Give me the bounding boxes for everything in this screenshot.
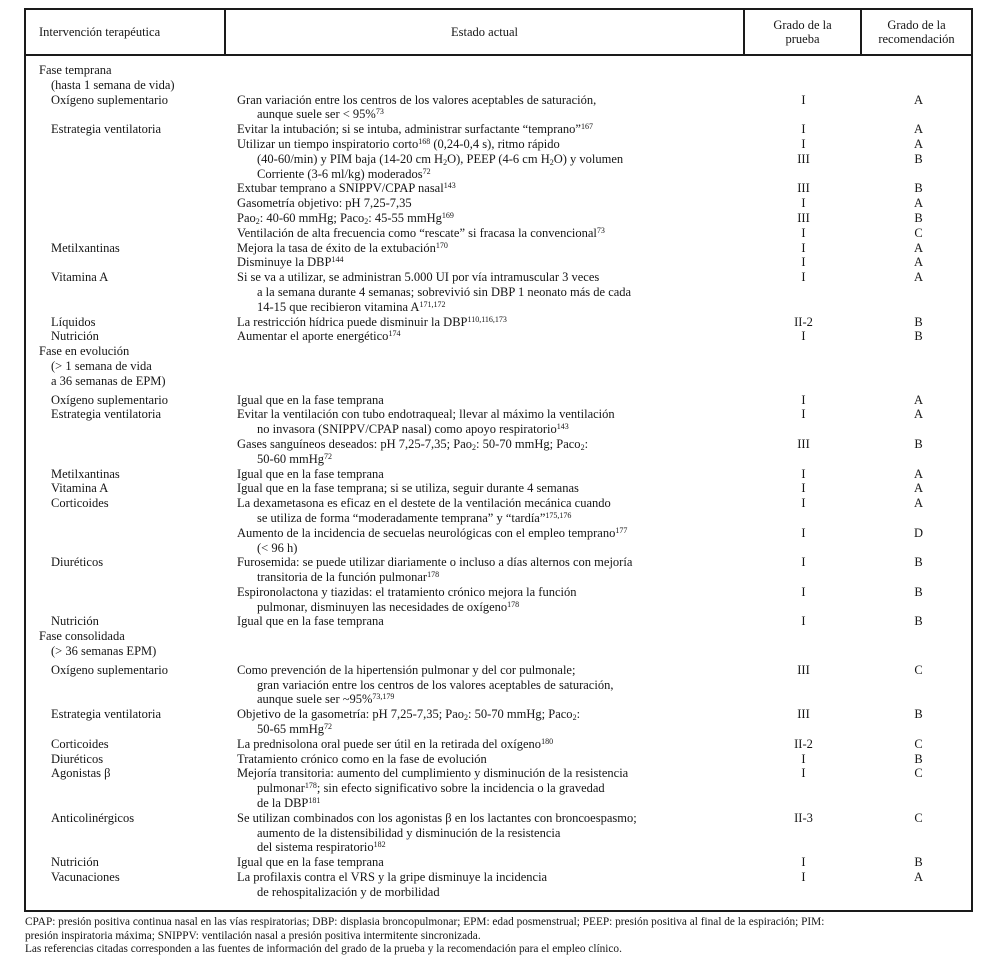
recommendation-grade-cell <box>862 629 975 644</box>
status-cell <box>226 629 745 644</box>
table-row <box>26 181 971 196</box>
intervention-cell: Diuréticos <box>51 751 104 766</box>
status-cell: (40-60/min) y PIM baja (14-20 cm $H_2O$), PEEP (4-6 cm $H_2O$) y volumen <box>257 151 624 167</box>
intervention-cell <box>26 226 226 241</box>
status-cell: Corriente (3-6 ml/kg) moderados$^{72}$ <box>257 166 431 181</box>
table-row <box>26 737 971 752</box>
status-cell: Tratamiento crónico como en la fase de evolución <box>237 751 487 766</box>
table-row <box>26 855 971 870</box>
evidence-grade-cell: I <box>801 92 806 107</box>
evidence-grade-cell: III <box>797 151 810 166</box>
evidence-grade-cell <box>745 107 862 122</box>
intervention-cell <box>26 211 226 226</box>
status-cell: Objetivo de la gasometría: pH 7,25-7,35; Pao$_2$: 50-70 mmHg; Paco$_2$: <box>237 707 581 723</box>
status-cell: se utiliza de forma “moderadamente temprana” y “tardía”$^{175,176}$ <box>257 510 572 525</box>
status-cell: pulmonar$^{178}$; sin efecto significativo sobre la incidencia o la gravedad <box>257 781 605 796</box>
intervention-cell: Corticoides <box>51 736 109 751</box>
table-row <box>26 600 971 615</box>
table-row <box>26 570 971 585</box>
table-row <box>26 614 971 629</box>
recommendation-grade-cell: B <box>914 210 923 225</box>
recommendation-grade-cell: A <box>913 466 924 481</box>
table-row <box>26 152 971 167</box>
table-row <box>26 526 971 541</box>
table-row <box>26 511 971 526</box>
status-cell <box>226 78 745 93</box>
table-row <box>26 374 971 389</box>
intervention-cell: (> 36 semanas EPM) <box>51 644 157 659</box>
evidence-grade-cell <box>745 167 862 182</box>
evidence-grade-cell <box>745 840 862 855</box>
status-cell: La profilaxis contra el VRS y la gripe disminuye la incidencia <box>237 870 548 885</box>
table-row <box>26 663 971 678</box>
evidence-grade-cell <box>745 629 862 644</box>
evidence-grade-cell: I <box>801 329 806 344</box>
evidence-grade-cell <box>745 781 862 796</box>
col-header-evidence-grade <box>745 10 862 54</box>
status-cell: Igual que en la fase temprana <box>237 855 384 870</box>
status-cell: Furosemida: se puede utilizar diariamente o incluso a días alternos con mejoría <box>237 555 633 570</box>
status-cell: aunque suele ser ~95%$^{73,179}$ <box>257 692 395 707</box>
evidence-grade-cell <box>745 422 862 437</box>
intervention-cell: Nutrición <box>51 855 99 870</box>
intervention-cell: Vacunaciones <box>51 870 120 885</box>
intervention-cell: Líquidos <box>51 314 96 329</box>
recommendation-grade-cell: C <box>914 766 923 781</box>
evidence-grade-cell: I <box>801 240 806 255</box>
status-cell: Evitar la ventilación con tubo endotraqueal; llevar al máximo la ventilación <box>237 407 615 422</box>
evidence-grade-cell: I <box>801 525 806 540</box>
intervention-cell: (hasta 1 semana de vida) <box>51 77 175 92</box>
recommendation-grade-cell <box>862 840 975 855</box>
recommendation-grade-cell: A <box>913 870 924 885</box>
recommendation-grade-cell: D <box>913 525 924 540</box>
recommendation-grade-cell <box>862 63 975 78</box>
evidence-grade-cell <box>745 796 862 811</box>
intervention-cell <box>26 452 226 467</box>
intervention-cell: Vitamina A <box>51 481 109 496</box>
recommendation-grade-cell: A <box>913 481 924 496</box>
recommendation-grade-cell <box>862 422 975 437</box>
status-cell: Mejora la tasa de éxito de la extubación$^{170}$ <box>237 240 448 255</box>
recommendation-grade-cell: C <box>914 810 923 825</box>
table-row <box>26 255 971 270</box>
col-header-evidence-grade-label: Grado de la prueba <box>773 18 832 46</box>
evidence-grade-cell: I <box>801 614 806 629</box>
intervention-cell: Estrategia ventilatoria <box>51 707 162 722</box>
status-cell: del sistema respiratorio$^{182}$ <box>257 840 386 855</box>
evidence-grade-cell <box>745 692 862 707</box>
evidence-grade-cell <box>745 344 862 359</box>
evidence-grade-cell: I <box>801 496 806 511</box>
evidence-grade-cell: III <box>797 181 810 196</box>
evidence-grade-cell: I <box>801 584 806 599</box>
intervention-cell <box>26 692 226 707</box>
evidence-grade-cell: I <box>801 122 806 137</box>
recommendation-grade-cell <box>862 374 975 389</box>
status-cell: (< 96 h) <box>257 540 298 555</box>
table-row <box>26 481 971 496</box>
table-row <box>26 629 971 644</box>
intervention-cell: (> 1 semana de vida <box>51 358 152 373</box>
table-row <box>26 344 971 359</box>
intervention-cell <box>26 526 226 541</box>
intervention-cell: Oxígeno suplementario <box>51 392 168 407</box>
recommendation-grade-cell <box>862 300 975 315</box>
intervention-cell: Diuréticos <box>51 555 104 570</box>
recommendation-grade-cell: B <box>914 751 923 766</box>
evidence-grade-cell: II-2 <box>794 736 813 751</box>
intervention-cell: Estrategia ventilatoria <box>51 407 162 422</box>
table-row <box>26 826 971 841</box>
col-header-recommendation-grade <box>862 10 971 54</box>
recommendation-grade-cell <box>862 600 975 615</box>
recommendation-grade-cell <box>862 511 975 526</box>
recommendation-grade-cell: B <box>914 584 923 599</box>
footnote-references: Las referencias citadas corresponden a las fuentes de información del grado de la prueba y la recomendación para el empleo clínico. <box>25 943 622 956</box>
intervention-cell <box>26 840 226 855</box>
recommendation-grade-cell <box>862 644 975 659</box>
table-row <box>26 437 971 452</box>
recommendation-grade-cell: A <box>913 240 924 255</box>
table-row <box>26 555 971 570</box>
status-cell <box>226 374 745 389</box>
evidence-grade-cell: I <box>801 555 806 570</box>
evidence-grade-cell: III <box>797 707 810 722</box>
recommendation-grade-cell <box>862 692 975 707</box>
evidence-grade-cell: I <box>801 136 806 151</box>
table-row <box>26 78 971 93</box>
recommendation-grade-cell <box>862 678 975 693</box>
table-row <box>26 692 971 707</box>
intervention-cell: Vitamina A <box>51 270 109 285</box>
status-cell: a la semana durante 4 semanas; sobrevivió sin DBP 1 neonato más de cada <box>257 284 632 299</box>
table-row <box>26 678 971 693</box>
intervention-cell <box>26 196 226 211</box>
evidence-grade-cell: I <box>801 255 806 270</box>
col-header-intervention-label: Intervención terapéutica <box>39 25 161 39</box>
evidence-grade-cell <box>745 359 862 374</box>
table-row <box>26 840 971 855</box>
intervention-cell <box>26 437 226 452</box>
evidence-grade-cell: I <box>801 481 806 496</box>
evidence-grade-cell <box>745 678 862 693</box>
recommendation-grade-cell <box>862 285 975 300</box>
table-row <box>26 122 971 137</box>
intervention-cell <box>26 152 226 167</box>
table-row <box>26 241 971 256</box>
intervention-cell <box>26 885 226 900</box>
status-cell: Gran variación entre los centros de los valores aceptables de saturación, <box>237 92 597 107</box>
table-row <box>26 167 971 182</box>
recommendation-grade-cell <box>862 722 975 737</box>
recommendation-grade-cell <box>862 885 975 900</box>
status-cell: de rehospitalización y de morbilidad <box>257 884 440 899</box>
intervention-cell: Oxígeno suplementario <box>51 92 168 107</box>
evidence-grade-cell: I <box>801 392 806 407</box>
table-row <box>26 137 971 152</box>
status-cell: Pao$_2$: 40-60 mmHg; Paco$_2$: 45-55 mmHg$^{169}$ <box>237 210 454 226</box>
recommendation-grade-cell: C <box>914 225 923 240</box>
recommendation-grade-cell: A <box>913 92 924 107</box>
intervention-cell: a 36 semanas de EPM) <box>51 373 166 388</box>
table-header-row <box>26 10 971 56</box>
status-cell: Se utilizan combinados con los agonistas β en los lactantes con broncoespasmo; <box>237 810 637 825</box>
table-row <box>26 270 971 285</box>
table-row <box>26 467 971 482</box>
intervention-cell <box>26 826 226 841</box>
evidence-grade-cell: I <box>801 855 806 870</box>
recommendation-grade-cell <box>862 541 975 556</box>
intervention-cell: Metilxantinas <box>51 466 120 481</box>
intervention-cell <box>26 300 226 315</box>
intervention-cell: Oxígeno suplementario <box>51 662 168 677</box>
table-row <box>26 811 971 826</box>
recommendation-grade-cell: B <box>914 707 923 722</box>
status-cell: Ventilación de alta frecuencia como “rescate” si fracasa la convencional$^{73}$ <box>237 225 605 240</box>
table-row <box>26 63 971 78</box>
evidence-grade-cell <box>745 644 862 659</box>
status-cell: Utilizar un tiempo inspiratorio corto$^{168}$ (0,24-0,4 s), ritmo rápido <box>237 136 560 151</box>
evidence-grade-cell <box>745 374 862 389</box>
table-row <box>26 329 971 344</box>
status-cell: La restricción hídrica puede disminuir la DBP$^{110,116,173}$ <box>237 314 507 329</box>
table-row <box>26 766 971 781</box>
evidence-grade-cell: II-3 <box>794 810 813 825</box>
recommendation-grade-cell <box>862 359 975 374</box>
footnotes <box>25 916 973 957</box>
intervention-cell <box>26 722 226 737</box>
intervention-cell: Fase temprana <box>39 63 112 77</box>
evidence-grade-cell: I <box>801 466 806 481</box>
evidence-grade-cell <box>745 570 862 585</box>
recommendation-grade-cell: A <box>913 407 924 422</box>
evidence-grade-cell <box>745 885 862 900</box>
intervention-cell <box>26 422 226 437</box>
col-header-status <box>226 10 745 54</box>
status-cell <box>226 63 745 78</box>
col-header-recommendation-grade-label: Grado de la recomendación <box>878 18 955 46</box>
evidence-grade-cell: I <box>801 751 806 766</box>
therapeutic-interventions-table <box>24 8 973 912</box>
table-row <box>26 541 971 556</box>
status-cell: La dexametasona es eficaz en el destete de la ventilación mecánica cuando <box>237 496 611 511</box>
status-cell: La prednisolona oral puede ser útil en la retirada del oxígeno$^{180}$ <box>237 736 554 751</box>
table-row <box>26 752 971 767</box>
recommendation-grade-cell: B <box>914 314 923 329</box>
intervention-cell <box>26 181 226 196</box>
evidence-grade-cell: I <box>801 766 806 781</box>
table-row <box>26 707 971 722</box>
status-cell: pulmonar, disminuyen las necesidades de oxígeno$^{178}$ <box>257 599 520 614</box>
status-cell <box>226 359 745 374</box>
table-row <box>26 285 971 300</box>
status-cell: 50-65 mmHg$^{72}$ <box>257 722 333 737</box>
status-cell: Disminuye la DBP$^{144}$ <box>237 255 344 270</box>
intervention-cell <box>26 137 226 152</box>
recommendation-grade-cell <box>862 570 975 585</box>
intervention-cell <box>26 107 226 122</box>
intervention-cell: Estrategia ventilatoria <box>51 122 162 137</box>
table-row <box>26 885 971 900</box>
intervention-cell: Nutrición <box>51 329 99 344</box>
recommendation-grade-cell <box>862 344 975 359</box>
table-row <box>26 644 971 659</box>
recommendation-grade-cell: C <box>914 736 923 751</box>
table-row <box>26 300 971 315</box>
evidence-grade-cell: III <box>797 210 810 225</box>
recommendation-grade-cell: A <box>913 196 924 211</box>
recommendation-grade-cell: A <box>913 255 924 270</box>
status-cell: no invasora (SNIPPV/CPAP nasal) como apoyo respiratorio$^{143}$ <box>257 422 569 437</box>
col-header-intervention <box>26 10 226 54</box>
evidence-grade-cell: I <box>801 225 806 240</box>
status-cell: Mejoría transitoria: aumento del cumplimiento y disminución de la resistencia <box>237 766 629 781</box>
intervention-cell: Anticolinérgicos <box>51 810 135 825</box>
recommendation-grade-cell: B <box>914 436 923 451</box>
intervention-cell <box>26 285 226 300</box>
evidence-grade-cell <box>745 826 862 841</box>
recommendation-grade-cell: B <box>914 614 923 629</box>
evidence-grade-cell <box>745 285 862 300</box>
table-row <box>26 107 971 122</box>
status-cell: Extubar temprano a SNIPPV/CPAP nasal$^{143}$ <box>237 181 456 196</box>
evidence-grade-cell <box>745 722 862 737</box>
intervention-cell <box>26 796 226 811</box>
table-row <box>26 393 971 408</box>
recommendation-grade-cell <box>862 826 975 841</box>
status-cell: Aumento de la incidencia de secuelas neurológicas con el empleo temprano$^{177}$ <box>237 525 628 540</box>
table-row <box>26 496 971 511</box>
intervention-cell <box>26 541 226 556</box>
status-cell: 50-60 mmHg$^{72}$ <box>257 451 333 466</box>
evidence-grade-cell <box>745 78 862 93</box>
table-row <box>26 226 971 241</box>
col-header-status-label: Estado actual <box>451 25 518 39</box>
recommendation-grade-cell <box>862 107 975 122</box>
evidence-grade-cell: II-2 <box>794 314 813 329</box>
intervention-cell: Fase consolidada <box>39 629 125 644</box>
intervention-cell <box>26 678 226 693</box>
intervention-cell <box>26 585 226 600</box>
footnote-abbreviations-line2: presión inspiratoria máxima; SNIPPV: ventilación nasal a presión positiva intermitente sincronizada. <box>25 929 481 942</box>
table-row <box>26 796 971 811</box>
intervention-cell: Fase en evolución <box>39 344 130 359</box>
table-row <box>26 93 971 108</box>
recommendation-grade-cell: C <box>914 662 923 677</box>
table-row <box>26 585 971 600</box>
table-row <box>26 781 971 796</box>
recommendation-grade-cell: B <box>914 329 923 344</box>
evidence-grade-cell <box>745 452 862 467</box>
status-cell: Igual que en la fase temprana <box>237 466 384 481</box>
recommendation-grade-cell: B <box>914 855 923 870</box>
intervention-cell <box>26 255 226 270</box>
evidence-grade-cell: III <box>797 436 810 451</box>
intervention-cell <box>26 511 226 526</box>
intervention-cell: Metilxantinas <box>51 240 120 255</box>
status-cell: transitoria de la función pulmonar$^{178}$ <box>257 570 440 585</box>
status-cell: aunque suele ser < 95%$^{73}$ <box>257 107 384 122</box>
status-cell: Gases sanguíneos deseados: pH 7,25-7,35; Pao$_2$: 50-70 mmHg; Paco$_2$: <box>237 436 589 452</box>
recommendation-grade-cell: A <box>913 392 924 407</box>
status-cell: gran variación entre los centros de los valores aceptables de saturación, <box>257 677 614 692</box>
status-cell <box>226 644 745 659</box>
recommendation-grade-cell: A <box>913 136 924 151</box>
table-row <box>26 722 971 737</box>
footnote-abbreviations-line1: CPAP: presión positiva continua nasal en las vías respiratorias; DBP: displasia broncopulmonar; EPM: edad posmenstrual; PEEP: presión positiva al final de la espiración; PIM: <box>25 916 825 928</box>
intervention-cell <box>26 570 226 585</box>
status-cell: Evitar la intubación; si se intuba, administrar surfactante “temprano”$^{167}$ <box>237 122 593 137</box>
recommendation-grade-cell: B <box>914 151 923 166</box>
recommendation-grade-cell: B <box>914 555 923 570</box>
evidence-grade-cell: I <box>801 407 806 422</box>
status-cell: Como prevención de la hipertensión pulmonar y del cor pulmonale; <box>237 662 576 677</box>
table-body <box>26 56 971 910</box>
intervention-cell: Nutrición <box>51 614 99 629</box>
evidence-grade-cell <box>745 600 862 615</box>
status-cell: Gasometría objetivo: pH 7,25-7,35 <box>237 196 412 211</box>
recommendation-grade-cell <box>862 796 975 811</box>
recommendation-grade-cell <box>862 452 975 467</box>
status-cell: Igual que en la fase temprana <box>237 392 384 407</box>
evidence-grade-cell: III <box>797 662 810 677</box>
status-cell: Si se va a utilizar, se administran 5.000 UI por vía intramuscular 3 veces <box>237 270 600 285</box>
table-row <box>26 196 971 211</box>
evidence-grade-cell <box>745 63 862 78</box>
status-cell: de la DBP$^{181}$ <box>257 796 321 811</box>
recommendation-grade-cell: A <box>913 496 924 511</box>
table-row <box>26 315 971 330</box>
status-cell: 14-15 que recibieron vitamina A$^{171,172}$ <box>257 299 446 314</box>
table-row <box>26 452 971 467</box>
status-cell: Igual que en la fase temprana; si se utiliza, seguir durante 4 semanas <box>237 481 579 496</box>
intervention-cell: Corticoides <box>51 496 109 511</box>
table-row <box>26 407 971 422</box>
intervention-cell <box>26 167 226 182</box>
status-cell: Aumentar el aporte energético$^{174}$ <box>237 329 401 344</box>
intervention-cell: Agonistas β <box>51 766 111 781</box>
table-row <box>26 211 971 226</box>
evidence-grade-cell: I <box>801 196 806 211</box>
status-cell: aumento de la distensibilidad y disminución de la resistencia <box>257 825 561 840</box>
recommendation-grade-cell: A <box>913 122 924 137</box>
evidence-grade-cell: I <box>801 270 806 285</box>
recommendation-grade-cell <box>862 78 975 93</box>
status-cell <box>226 344 745 359</box>
evidence-grade-cell <box>745 511 862 526</box>
intervention-cell <box>26 600 226 615</box>
intervention-cell <box>26 781 226 796</box>
recommendation-grade-cell: A <box>913 270 924 285</box>
status-cell: Espironolactona y tiazidas: el tratamiento crónico mejora la función <box>237 584 577 599</box>
table-row <box>26 870 971 885</box>
evidence-grade-cell <box>745 300 862 315</box>
recommendation-grade-cell <box>862 781 975 796</box>
table-row <box>26 422 971 437</box>
evidence-grade-cell: I <box>801 870 806 885</box>
status-cell: Igual que en la fase temprana <box>237 614 384 629</box>
table-row <box>26 359 971 374</box>
recommendation-grade-cell: B <box>914 181 923 196</box>
recommendation-grade-cell <box>862 167 975 182</box>
evidence-grade-cell <box>745 541 862 556</box>
